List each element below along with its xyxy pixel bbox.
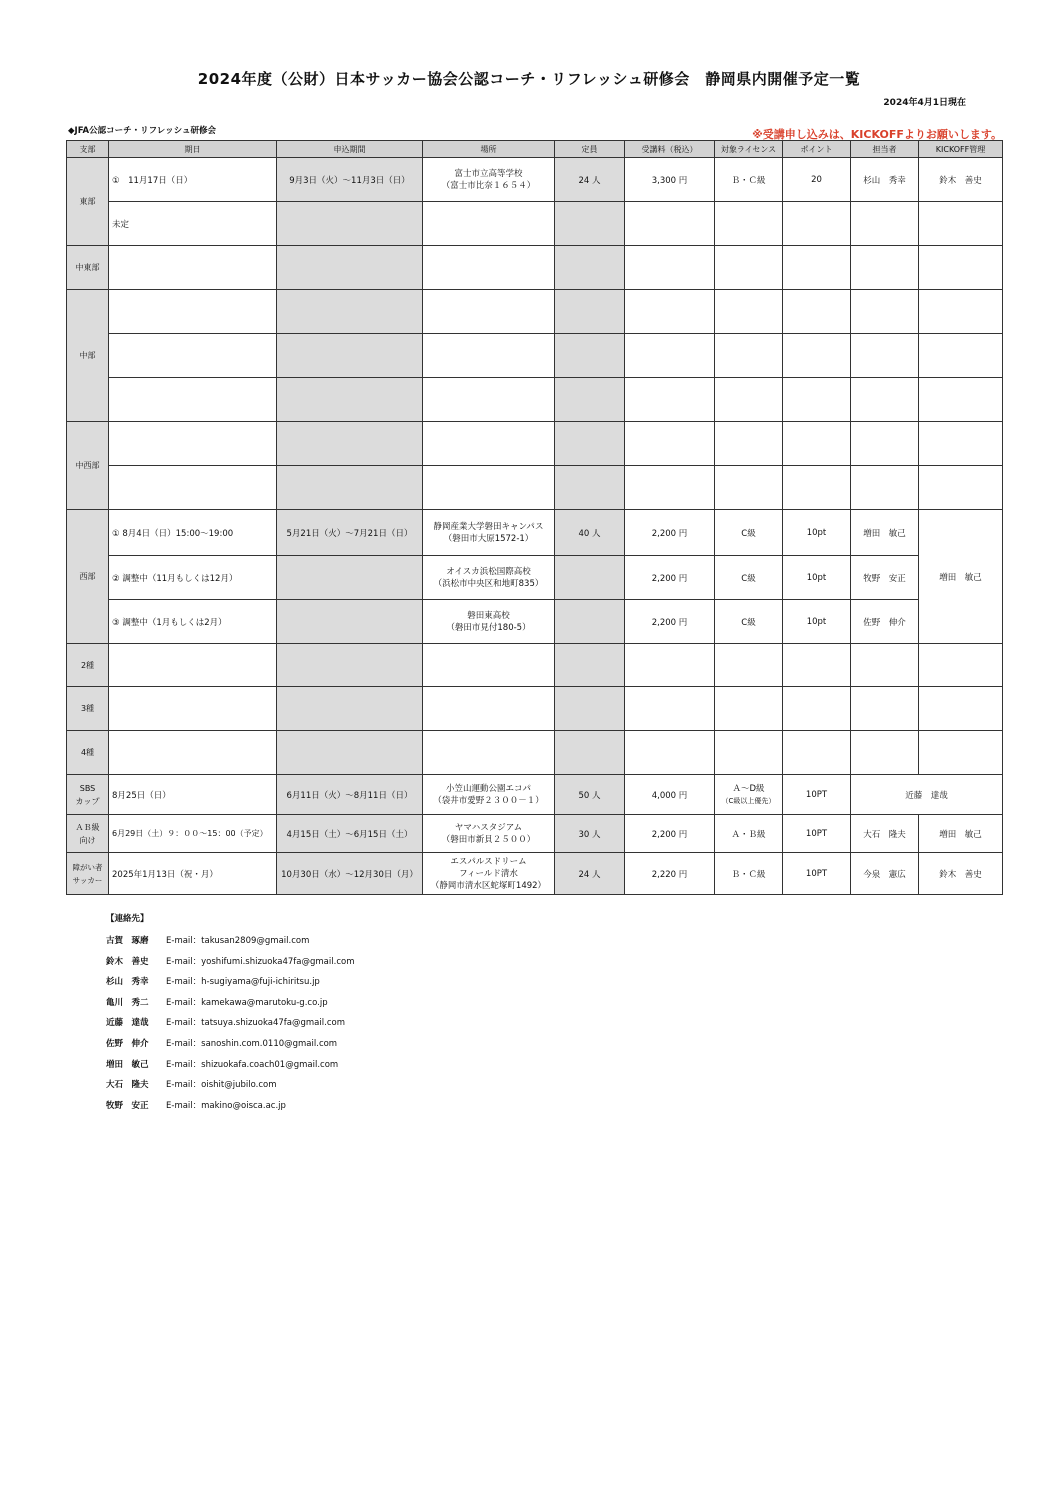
table-row <box>67 246 1003 290</box>
venue-cell <box>423 815 555 853</box>
header-license: 対象ライセンス <box>715 141 783 158</box>
points-cell: 10PT <box>783 815 851 853</box>
table-row <box>67 556 1003 600</box>
venue-name-2: フィールド清水 <box>459 868 518 879</box>
table-row <box>67 422 1003 466</box>
fee-cell: 2,200 円 <box>625 600 715 644</box>
contact-email[interactable]: E-mail：sanoshin.com.0110@gmail.com <box>166 1038 338 1049</box>
contact-email[interactable]: E-mail：takusan2809@gmail.com <box>166 936 310 946</box>
as-of-date: 2024年4月1日現在 <box>883 98 966 108</box>
contact-item <box>106 1078 354 1099</box>
header-period: 申込期間 <box>277 141 423 158</box>
venue-address: （静岡市清水区蛇塚町1492） <box>430 880 547 891</box>
staff-cell: 近藤 達哉 <box>851 775 1003 815</box>
header-row <box>67 141 1003 158</box>
period-cell: 9月3日（火）～11月3日（日） <box>277 158 423 202</box>
capacity-cell: 24 人 <box>555 158 625 202</box>
venue-address: （磐田市新貝２５００） <box>441 834 536 845</box>
table-row <box>67 510 1003 556</box>
venue-name: ヤマハスタジアム <box>454 822 523 833</box>
venue-cell <box>423 853 555 895</box>
schedule-table <box>66 140 1003 895</box>
period-cell: 5月21日（火）～7月21日（日） <box>277 510 423 556</box>
fee-cell: 2,220 円 <box>625 853 715 895</box>
table-row <box>67 644 1003 687</box>
date-cell: ① 11月17日（日） <box>109 158 277 202</box>
fee-cell: 2,200 円 <box>625 510 715 556</box>
date-cell: ② 調整中（11月もしくは12月） <box>109 556 277 600</box>
header-fee: 受講料（税込） <box>625 141 715 158</box>
table-row <box>67 731 1003 775</box>
venue-cell <box>423 556 555 600</box>
period-cell: 4月15日（土）～6月15日（土） <box>277 815 423 853</box>
branch-seibu: 西部 <box>67 510 109 644</box>
license-cell: Ｂ・Ｃ級 <box>715 158 783 202</box>
kickoff-cell: 増田 敏己 <box>919 815 1003 853</box>
venue-cell <box>423 600 555 644</box>
venue-cell <box>423 775 555 815</box>
contact-item <box>106 1016 354 1037</box>
section-label: ◆JFA公認コーチ・リフレッシュ研修会 <box>68 126 217 136</box>
fee-cell: 2,200 円 <box>625 556 715 600</box>
contact-name: 鈴木 善史 <box>106 956 149 967</box>
contact-item <box>106 955 354 976</box>
fee-cell: 4,000 円 <box>625 775 715 815</box>
points-cell: 10PT <box>783 853 851 895</box>
license-text: Ａ～D級 <box>732 783 765 794</box>
table-row <box>67 600 1003 644</box>
contact-name: 増田 敏己 <box>106 1059 149 1070</box>
branch-chuubu: 中部 <box>67 290 109 422</box>
contact-name: 亀川 秀二 <box>106 997 149 1008</box>
date-cell: ① 8月4日（日）15:00～19:00 <box>109 510 277 556</box>
table-row <box>67 775 1003 815</box>
table-row <box>67 815 1003 853</box>
kickoff-cell: 鈴木 善史 <box>919 158 1003 202</box>
venue-address: （富士市比奈１６５４） <box>441 180 536 191</box>
contact-email[interactable]: E-mail：tatsuya.shizuoka47fa@gmail.com <box>166 1018 345 1029</box>
table-row <box>67 158 1003 202</box>
license-cell: Ｂ・Ｃ級 <box>715 853 783 895</box>
branch-ab: ＡＢ級 向け <box>67 815 109 853</box>
table-row <box>67 334 1003 378</box>
period-cell: 10月30日（水）～12月30日（月） <box>277 853 423 895</box>
license-cell: C級 <box>715 556 783 600</box>
table-row <box>67 290 1003 334</box>
venue-name: 小笠山運動公園エコパ <box>445 783 531 794</box>
branch-shu3: 3種 <box>67 687 109 731</box>
contact-name: 牧野 安正 <box>106 1100 149 1111</box>
kickoff-cell: 鈴木 善史 <box>919 853 1003 895</box>
header-points: ポイント <box>783 141 851 158</box>
staff-cell: 牧野 安正 <box>851 556 919 600</box>
table-row <box>67 466 1003 510</box>
contact-item <box>106 934 354 955</box>
page-title: 2024年度（公財）日本サッカー協会公認コーチ・リフレッシュ研修会 静岡県内開催予定一覧 <box>197 70 861 88</box>
contact-item <box>106 996 354 1017</box>
capacity-cell: 30 人 <box>555 815 625 853</box>
branch-toubu: 東部 <box>67 158 109 246</box>
contact-item <box>106 1058 354 1079</box>
header-kickoff: KICKOFF管理 <box>919 141 1003 158</box>
application-notice: ※受講申し込みは、KICKOFFよりお願いします。 <box>752 128 1002 141</box>
venue-name: 富士市立高等学校 <box>454 168 523 179</box>
venue-address: （磐田市大原1572-1） <box>443 533 534 544</box>
venue-name: エスパルスドリーム <box>450 856 527 867</box>
header-staff: 担当者 <box>851 141 919 158</box>
capacity-cell: 50 人 <box>555 775 625 815</box>
venue-cell <box>423 510 555 556</box>
date-cell: 未定 <box>109 202 277 246</box>
contact-list <box>106 912 354 1119</box>
staff-cell: 佐野 伸介 <box>851 600 919 644</box>
branch-shu4: 4種 <box>67 731 109 775</box>
points-cell: 20 <box>783 158 851 202</box>
table-row <box>67 378 1003 422</box>
license-cell: C級 <box>715 600 783 644</box>
date-cell: 2025年1月13日（祝・月） <box>109 853 277 895</box>
contact-email[interactable]: E-mail：shizuokafa.coach01@gmail.com <box>166 1059 339 1070</box>
header-venue: 場所 <box>423 141 555 158</box>
branch-chuuseibu: 中西部 <box>67 422 109 510</box>
period-cell: 6月11日（火）～8月11日（日） <box>277 775 423 815</box>
table-row <box>67 853 1003 895</box>
venue-name: オイスカ浜松国際高校 <box>446 566 531 577</box>
license-cell <box>715 775 783 815</box>
kickoff-cell: 増田 敏己 <box>919 510 1003 644</box>
contact-name: 大石 隆夫 <box>106 1080 149 1091</box>
points-cell: 10pt <box>783 600 851 644</box>
points-cell: 10PT <box>783 775 851 815</box>
fee-cell: 2,200 円 <box>625 815 715 853</box>
table-row <box>67 687 1003 731</box>
staff-cell: 今泉 憲広 <box>851 853 919 895</box>
license-cell: Ａ・Ｂ級 <box>715 815 783 853</box>
contact-name: 近藤 達哉 <box>106 1018 149 1029</box>
branch-shu2: 2種 <box>67 644 109 687</box>
contact-name: 佐野 伸介 <box>106 1038 149 1049</box>
contact-email[interactable]: E-mail：oishit@jubilo.com <box>166 1080 277 1091</box>
contact-email[interactable]: E-mail：h-sugiyama@fuji-ichiritsu.jp <box>166 977 320 988</box>
contact-email[interactable]: E-mail：makino@oisca.ac.jp <box>166 1100 286 1111</box>
venue-cell <box>423 158 555 202</box>
staff-cell: 増田 敏己 <box>851 510 919 556</box>
staff-cell: 杉山 秀幸 <box>851 158 919 202</box>
date-cell: 8月25日（日） <box>109 775 277 815</box>
header-capacity: 定員 <box>555 141 625 158</box>
points-cell: 10pt <box>783 556 851 600</box>
venue-address: （袋井市愛野２３００－１） <box>433 795 544 806</box>
branch-chuutoubu: 中東部 <box>67 246 109 290</box>
contact-item <box>106 1037 354 1058</box>
capacity-cell: 40 人 <box>555 510 625 556</box>
contact-name: 古賀 琢磨 <box>106 936 149 946</box>
header-date: 期日 <box>109 141 277 158</box>
contact-email[interactable]: E-mail：kamekawa@marutoku-g.co.jp <box>166 997 328 1008</box>
header-branch: 支部 <box>67 141 109 158</box>
contact-item <box>106 975 354 996</box>
contact-email[interactable]: E-mail：yoshifumi.shizuoka47fa@gmail.com <box>166 956 355 967</box>
contact-name: 杉山 秀幸 <box>106 977 149 988</box>
license-cell: C級 <box>715 510 783 556</box>
branch-sbs: SBS カップ <box>67 775 109 815</box>
date-cell: 6月29日（土）９：００～15：00（予定） <box>109 815 277 853</box>
venue-address: （浜松市中央区和地町835） <box>433 578 544 589</box>
staff-cell: 大石 隆夫 <box>851 815 919 853</box>
branch-handi: 障がい者 サッカー <box>67 853 109 895</box>
points-cell: 10pt <box>783 510 851 556</box>
date-cell: ③ 調整中（1月もしくは2月） <box>109 600 277 644</box>
venue-name: 静岡産業大学磐田キャンパス <box>433 521 544 532</box>
capacity-cell: 24 人 <box>555 853 625 895</box>
venue-address: （磐田市見付180-5） <box>446 622 531 633</box>
venue-name: 磐田東高校 <box>467 610 510 621</box>
contact-title: 【連絡先】 <box>106 914 149 924</box>
table-row <box>67 202 1003 246</box>
fee-cell: 3,300 円 <box>625 158 715 202</box>
contact-item <box>106 1099 354 1120</box>
license-note: （C級以上優先） <box>721 796 776 805</box>
